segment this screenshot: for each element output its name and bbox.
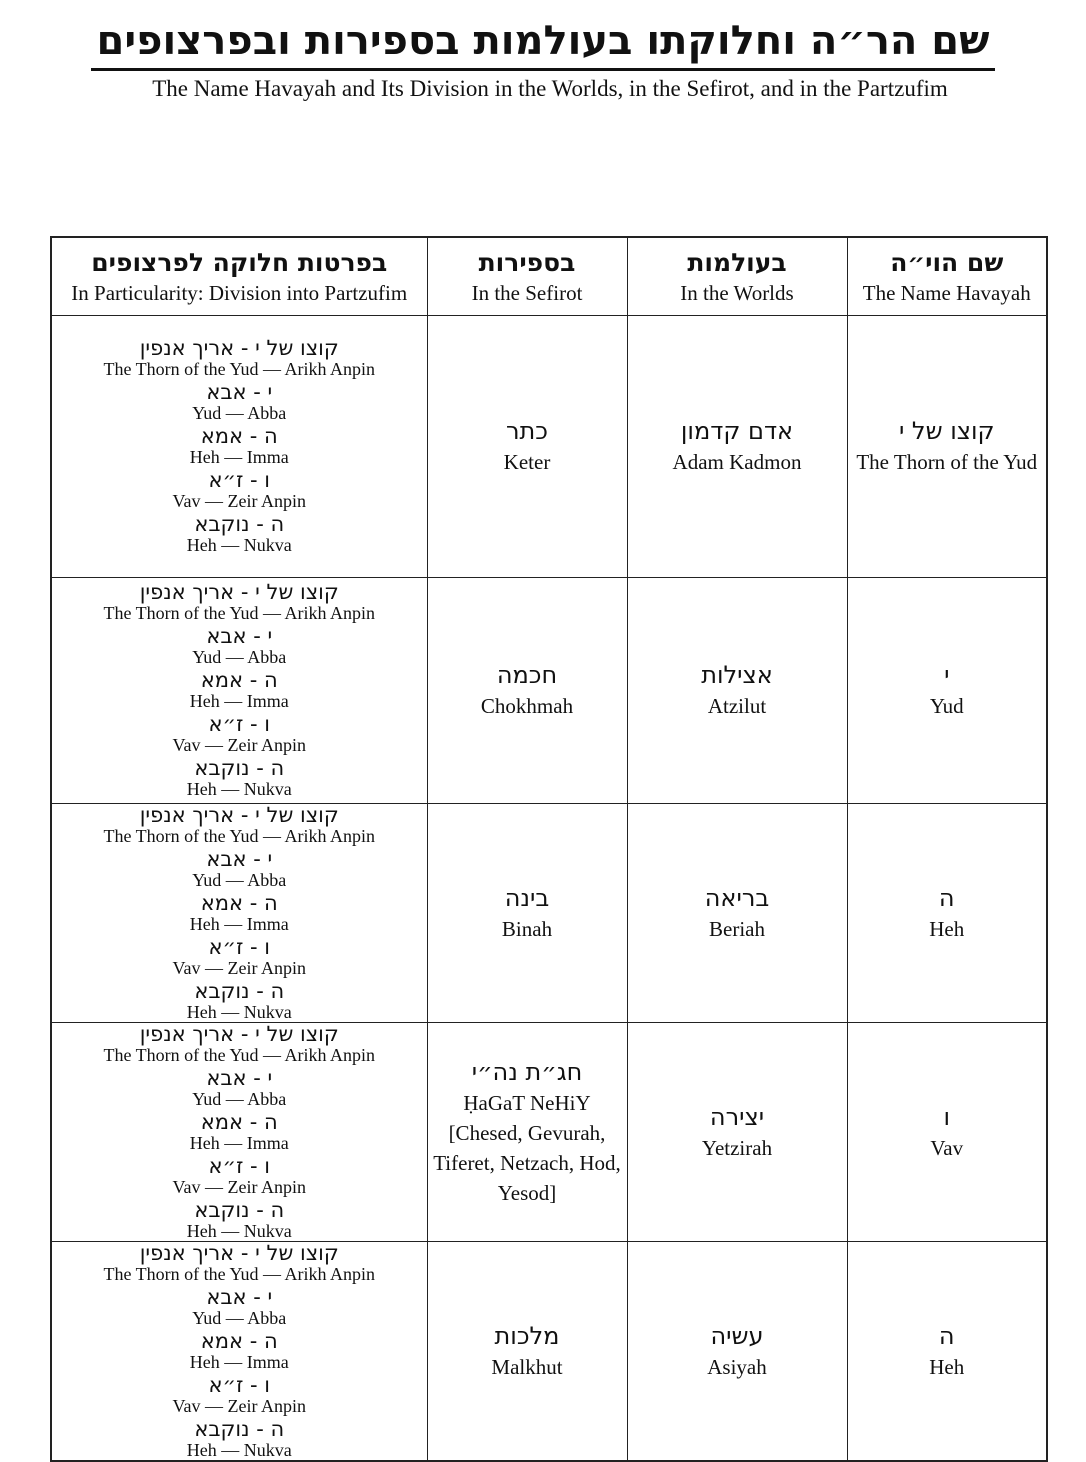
sefirah-hebrew: מלכות <box>494 1321 560 1350</box>
name-cell <box>847 577 1047 803</box>
sefirah-cell <box>427 803 627 1022</box>
table-row <box>51 803 1047 1022</box>
partzuf-english: Yud — Abba <box>192 869 287 890</box>
partzuf-hebrew: י - אבא <box>206 624 273 648</box>
havayah-table <box>50 236 1048 1462</box>
partzuf-english: Heh — Nukva <box>186 535 292 555</box>
name-hebrew: קוצו של י <box>898 417 995 445</box>
header-english: In the Worlds <box>680 281 794 306</box>
name-english: The Thorn of the Yud <box>856 450 1038 474</box>
world-hebrew: אצילות <box>701 661 773 689</box>
header-sefirot <box>427 237 627 315</box>
name-cell <box>847 1241 1047 1461</box>
partzuf-english: Heh — Nukva <box>186 1220 292 1241</box>
sefirah-cell <box>427 577 627 803</box>
partzuf-english: The Thorn of the Yud — Arikh Anpin <box>103 825 375 846</box>
partzufim-cell <box>51 1022 427 1241</box>
partzuf-hebrew: ה - נוקבא <box>194 756 285 780</box>
partzuf-english: Yud — Abba <box>192 1088 287 1109</box>
name-hebrew: ו <box>943 1102 951 1131</box>
name-hebrew: י <box>944 661 950 689</box>
partzuf-english: The Thorn of the Yud — Arikh Anpin <box>103 359 375 379</box>
table-row <box>51 1241 1047 1461</box>
header-partzufim <box>51 237 427 315</box>
partzuf-hebrew: קוצו של י - אריך אנפין <box>139 336 339 360</box>
name-cell <box>847 803 1047 1022</box>
partzuf-hebrew: ה - אמא <box>200 1328 278 1353</box>
table-row <box>51 577 1047 803</box>
partzuf-hebrew: קוצו של י - אריך אנפין <box>139 1240 339 1265</box>
world-hebrew: יצירה <box>709 1102 765 1131</box>
partzuf-english: Heh — Imma <box>189 1132 289 1153</box>
world-english: Beriah <box>709 916 765 941</box>
sefirah-hebrew: כתר <box>505 417 548 445</box>
partzuf-hebrew: י - אבא <box>206 1065 273 1090</box>
title-hebrew-text: שם הר״ה וחלוקתו בעולמות בספירות ובפרצופים <box>91 16 996 71</box>
header-name-havayah <box>847 237 1047 315</box>
sefirah-cell <box>427 315 627 577</box>
world-english: Yetzirah <box>701 1135 773 1160</box>
partzuf-hebrew: ה - נוקבא <box>194 1416 285 1441</box>
header-worlds <box>627 237 847 315</box>
name-cell <box>847 1022 1047 1241</box>
partzuf-hebrew: קוצו של י - אריך אנפין <box>139 580 339 604</box>
partzufim-cell <box>51 577 427 803</box>
name-english: Heh <box>929 1354 965 1379</box>
partzuf-hebrew: ה - אמא <box>200 668 278 692</box>
header-hebrew: בפרטות חלוקה לפרצופים <box>91 248 388 278</box>
sefirah-cell <box>427 1241 627 1461</box>
partzuf-english: Vav — Zeir Anpin <box>172 491 306 511</box>
partzuf-hebrew: ה - אמא <box>200 1109 278 1134</box>
partzuf-hebrew: ו - ז״א <box>208 1153 270 1178</box>
partzuf-hebrew: ה - אמא <box>200 424 278 448</box>
header-english: In the Sefirot <box>471 281 583 306</box>
sefirah-hebrew: בינה <box>504 883 550 912</box>
sefirah-english: ḤaGaT NeHiY [Chesed, Gevurah, Tiferet, Netzach, Hod, Yesod] <box>433 1090 621 1205</box>
name-hebrew: ה <box>938 1321 955 1350</box>
partzuf-hebrew: ו - ז״א <box>208 468 270 492</box>
partzuf-english: The Thorn of the Yud — Arikh Anpin <box>103 1044 375 1065</box>
partzuf-hebrew: ה - נוקבא <box>194 1197 285 1222</box>
partzuf-english: The Thorn of the Yud — Arikh Anpin <box>103 603 375 623</box>
table-row <box>51 1022 1047 1241</box>
partzuf-hebrew: י - אבא <box>206 1284 273 1309</box>
partzuf-english: Heh — Nukva <box>186 779 292 799</box>
partzuf-hebrew: י - אבא <box>206 846 273 871</box>
partzuf-hebrew: ו - ז״א <box>208 1372 270 1397</box>
header-hebrew: בעולמות <box>687 248 787 278</box>
partzuf-hebrew: ו - ז״א <box>208 712 270 736</box>
partzuf-english: Vav — Zeir Anpin <box>172 1176 306 1197</box>
world-cell <box>627 577 847 803</box>
name-english: Heh <box>929 916 965 941</box>
partzuf-english: Vav — Zeir Anpin <box>172 1395 306 1416</box>
world-english: Asiyah <box>707 1354 767 1379</box>
header-hebrew: בספירות <box>478 248 576 278</box>
partzuf-english: Heh — Imma <box>189 447 289 467</box>
world-cell <box>627 1022 847 1241</box>
partzuf-english: Heh — Nukva <box>186 1001 292 1022</box>
world-english: Adam Kadmon <box>672 450 802 474</box>
name-hebrew: ה <box>938 883 955 912</box>
name-cell <box>847 315 1047 577</box>
world-hebrew: בריאה <box>704 883 770 912</box>
header-english: The Name Havayah <box>862 281 1031 306</box>
partzuf-english: Vav — Zeir Anpin <box>172 735 306 755</box>
header-hebrew: שם הוי״ה <box>890 248 1004 278</box>
sefirah-english: Malkhut <box>491 1354 563 1379</box>
partzuf-english: Heh — Imma <box>189 1351 289 1372</box>
sefirah-hebrew: חג״ת נה״י <box>471 1057 583 1086</box>
partzuf-english: Heh — Imma <box>189 691 289 711</box>
partzuf-hebrew: י - אבא <box>206 380 273 404</box>
sefirah-english: Keter <box>503 450 551 474</box>
name-english: Vav <box>930 1135 964 1160</box>
partzuf-english: Vav — Zeir Anpin <box>172 957 306 978</box>
header-english: In Particularity: Division into Partzufim <box>71 281 408 306</box>
sefirah-cell <box>427 1022 627 1241</box>
partzuf-english: Yud — Abba <box>192 1307 287 1328</box>
partzuf-hebrew: קוצו של י - אריך אנפין <box>139 802 339 827</box>
sefirah-hebrew: חכמה <box>496 661 558 689</box>
partzuf-hebrew: ה - נוקבא <box>194 512 285 536</box>
partzuf-hebrew: ו - ז״א <box>208 934 270 959</box>
header-row <box>51 237 1047 315</box>
partzuf-english: Yud — Abba <box>192 403 287 423</box>
world-cell <box>627 315 847 577</box>
partzufim-cell <box>51 803 427 1022</box>
sefirah-english: Binah <box>501 916 553 941</box>
partzuf-english: Heh — Nukva <box>186 1439 292 1460</box>
partzuf-hebrew: ה - נוקבא <box>194 978 285 1003</box>
world-hebrew: עשיה <box>710 1321 764 1350</box>
partzufim-cell <box>51 1241 427 1461</box>
page-title-english: The Name Havayah and Its Division in the Worlds, in the Sefirot, and in the Partzufim <box>152 76 948 101</box>
partzuf-hebrew: ה - אמא <box>200 890 278 915</box>
name-english: Yud <box>929 694 964 718</box>
partzuf-english: Yud — Abba <box>192 647 287 667</box>
world-cell <box>627 803 847 1022</box>
page-title-hebrew <box>0 16 1086 71</box>
sefirah-english: Chokhmah <box>480 694 574 718</box>
partzufim-cell <box>51 315 427 577</box>
world-english: Atzilut <box>707 694 767 718</box>
partzuf-hebrew: קוצו של י - אריך אנפין <box>139 1021 339 1046</box>
world-hebrew: אדם קדמון <box>680 417 794 445</box>
partzuf-english: The Thorn of the Yud — Arikh Anpin <box>103 1263 375 1284</box>
table-row <box>51 315 1047 577</box>
partzuf-english: Heh — Imma <box>189 913 289 934</box>
world-cell <box>627 1241 847 1461</box>
